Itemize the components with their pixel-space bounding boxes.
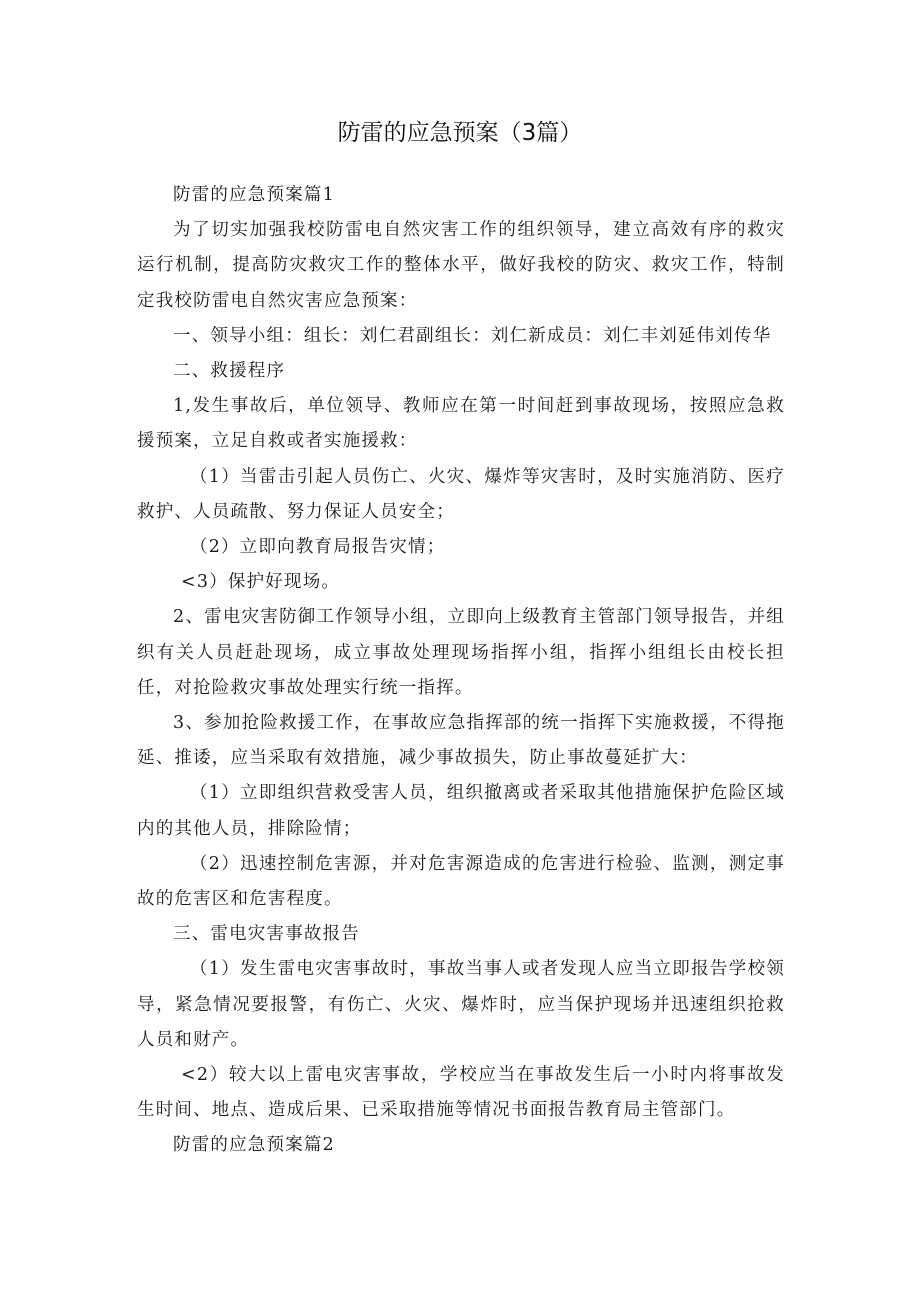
procedure-item-3: 3、参加抢险救援工作，在事故应急指挥部的统一指挥下实施救援，不得拖延、推诿，应当采取有效措施，减少事故损失，防止事故蔓延扩大：	[137, 713, 785, 769]
leadership-group-paragraph: 一、领导小组：组长：刘仁君副组长：刘仁新成员：刘仁丰刘延伟刘传华	[173, 325, 772, 346]
procedure-subitem-1-3: <3）保护好现场。	[181, 572, 341, 593]
rescue-procedure-heading: 二、救援程序	[173, 361, 286, 382]
report-heading: 三、雷电灾害事故报告	[173, 924, 360, 945]
procedure-subitem-3-2: （2）迅速控制危害源，并对危害源造成的危害进行检验、监测，测定事故的危害区和危害程度。	[137, 853, 785, 910]
procedure-subitem-1-1: （1）当雷击引起人员伤亡、火灾、爆炸等灾害时，及时实施消防、医疗救护、人员疏散、努力保证人员安全；	[137, 466, 785, 522]
report-item-1: （1）发生雷电灾害事故时，事故当事人或者发现人应当立即报告学校领导，紧急情况要报警，有伤亡、火灾、爆炸时，应当保护现场并迅速组织抢救人员和财产。	[137, 959, 785, 1050]
document-title: 防雷的应急预案（3篇）	[337, 120, 583, 146]
intro-paragraph: 为了切实加强我校防雷电自然灾害工作的组织领导，建立高效有序的救灾运行机制，提高防灾救灾工作的整体水平，做好我校的防灾、救灾工作，特制定我校防雷电自然灾害应急预案：	[137, 220, 785, 311]
procedure-subitem-3-1: （1）立即组织营救受害人员，组织撤离或者采取其他措施保护危险区域内的其他人员，排除险情；	[137, 783, 785, 839]
report-item-2: <2）较大以上雷电灾害事故，学校应当在事故发生后一小时内将事故发生时间、地点、造成后果、已采取措施等情况书面报告教育局主管部门。	[137, 1065, 785, 1121]
procedure-item-2: 2、雷电灾害防御工作领导小组，立即向上级教育主管部门领导报告，并组织有关人员赶赴现场，成立事故处理现场指挥小组，指挥小组组长由校长担任，对抢险救灾事故处理实行统一指挥。	[137, 607, 785, 698]
document-body	[137, 178, 785, 1164]
section-heading-2: 防雷的应急预案篇2	[173, 1135, 335, 1156]
procedure-item-1: 1,发生事故后，单位领导、教师应在第一时间赶到事故现场，按照应急救援预案，立足自救或者实施援救：	[137, 396, 785, 452]
section-heading-1: 防雷的应急预案篇1	[173, 185, 335, 205]
procedure-subitem-1-2: （2）立即向教育局报告灾情；	[190, 537, 446, 558]
